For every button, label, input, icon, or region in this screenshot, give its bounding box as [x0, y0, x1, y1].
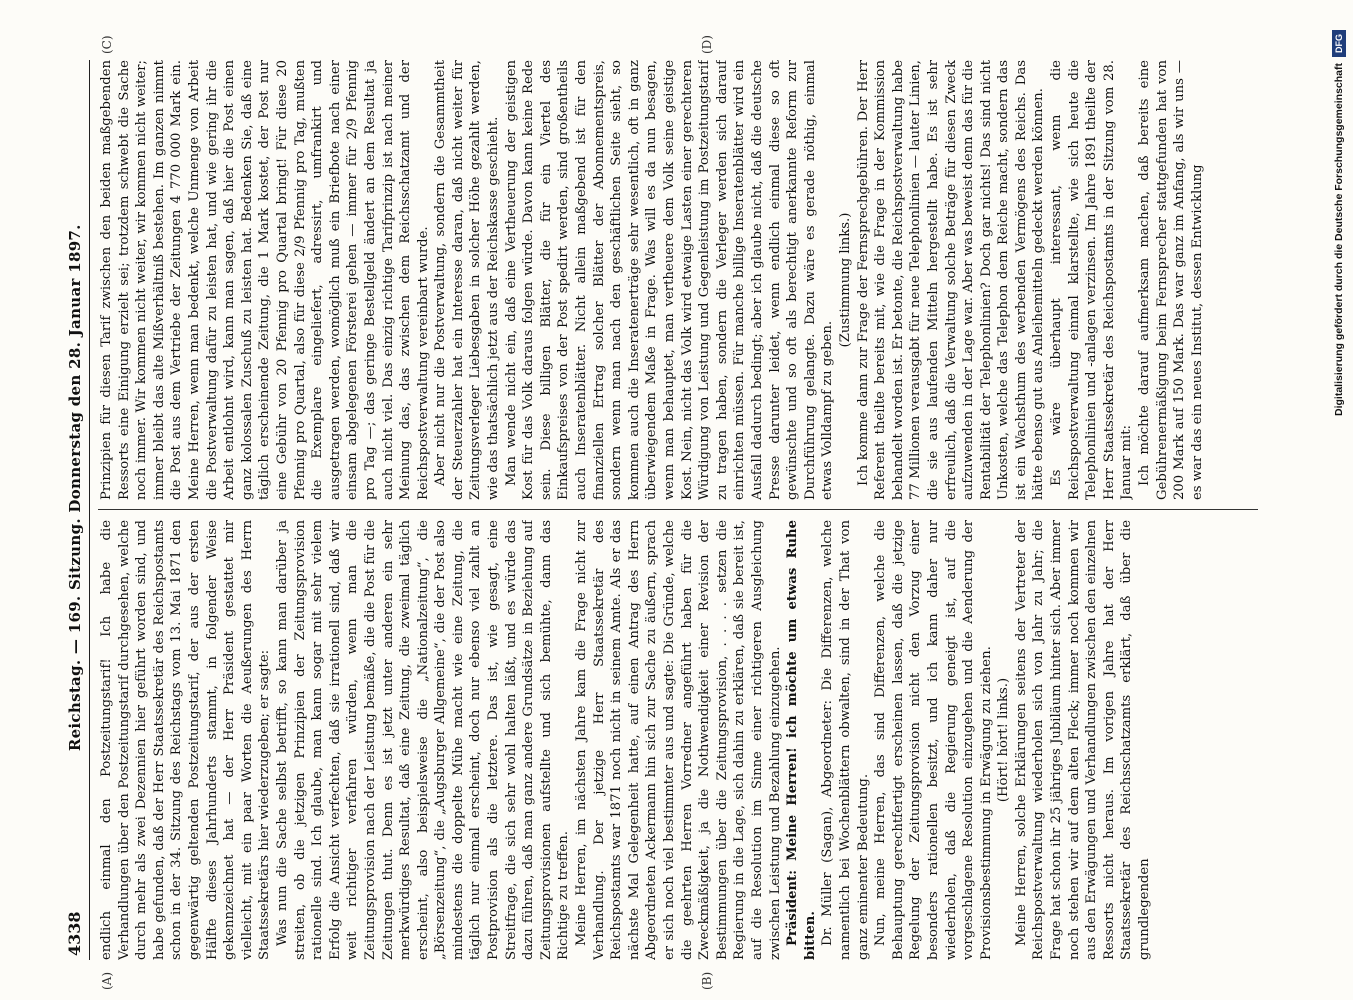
paragraph: Es wäre überhaupt interessant, wenn die Reichspostverwaltung einmal klarstellte, wie sich heute die Telephonlinien und -anlagen verzinsen. Im Jahre 1891 theilte der Herr Staatssekretär des Reichspostamts in der Sitzung vom 28. Januar mit: [1049, 60, 1135, 500]
paragraph: Prinzipien für diesen Tarif zwischen den beiden maßgebenden Ressorts eine Einigung erzielt sei; trotzdem schwebt die Sache noch immer. Wir kommen nicht weiter, wir kommen nicht weiter; immer bleibt das alte Mißverhältniß bestehen. Im ganzen nimmt die Post aus dem Vertriebe der Zeitungen 4 770 000 Mark ein. Meine Herren, wenn man bedenkt, welche Unmenge von Arbeit die Postverwaltung dafür zu leisten hat, und wie gering ihr die Arbeit entlohnt wird, kann man sagen, daß hier die Post einen ganz kolossalen Zuschuß zu leisten hat. Bedenken Sie, daß eine täglich erscheinende Zeitung, die 1 Mark kostet, der Post nur eine Gebühr von 20 Pfennig pro Quartal bringt! Für diese 20 Pfennig pro Quartal, also für diese 2/9 Pfennig pro Tag, mußten die Exemplare eingeliefert, adressirt, umfrankirt und ausgetragen werden, womöglich muß ein Briefbote nach einer einsam abgelegenen Försterei gehen — immer für 2/9 Pfennig pro Tag —; das geringe Bestellgeld ändert an dem Resultat ja auch nicht viel. Das einzig richtige Tarifprinzip ist nach meiner Meinung das, das zwischen dem Reichsschatzamt und der Reichspostverwaltung vereinbart wurde. [99, 60, 431, 500]
paragraph: Nun, meine Herren, das sind Differenzen, welche die Behauptung gerechtfertigt erscheinen lassen, daß die jetzige Regelung der Zeitungsprovision nicht den Vorzug einer besonders rationellen besitzt, und ich kann daher nur wiederholen, daß die Regierung geneigt ist, auf die vorgeschlagene Resolution einzugehen und die Aenderung der Provisionsbestimmung in Erwägung zu ziehen. [873, 520, 994, 960]
margin-mark-d: (D) [700, 35, 714, 54]
paragraph: Man wende nicht ein, daß eine Vertheuerung der geistigen Kost für das Volk daraus folgen würde. Davon kann keine Rede sein. Diese billigen Blätter, die für ein Viertel des Einkaufspreises von der Post spedirt werden, sind großentheils auch Inseratenblätter. Nicht allein maßgebend ist für den finanziellen Ertrag solcher Blätter der Abonnementspreis, sondern wenn man nach den geschäftlichen Seite sieht, so kommen auch die Inseratenerträge sehr wesentlich, oft in ganz überwiegendem Maße in Frage. Was will es da nun besagen, wenn man behauptet, man vertheuere dem Volk seine geistige Kost. Nein, nicht das Volk wird etwaige Lasten einer gerechteren Würdigung von Leistung und Gegenleistung im Postzeitungstarif zu tragen haben, sondern die Verleger werden sich darauf einrichten müssen. Für manche billige Inseratenblätter wird ein Ausfall dadurch bedingt; aber ich glaube nicht, daß die deutsche Presse darunter leidet, wenn endlich einmal diese so oft gewünschte und so oft als berechtigt anerkannte Reform zur Durchführung gelangte. Dazu wäre es gerade nöthig, einmal etwas Volldampf zu geben. [503, 60, 836, 500]
margin-mark-c: (C) [100, 35, 114, 54]
paragraph: Ich komme dann zur Frage der Fernsprechgebühren. Der Herr Referent theilte bereits mit, wie die Frage in der Kommission behandelt worden ist. Er betonte, die Reichspostverwaltung habe 77 Millionen verausgabt für neue Telephonlinien — lauter Linien, die sie aus laufenden Mitteln hergestellt habe. Es ist sehr erfreulich, daß die Verwaltung solche Beträge für diesen Zweck aufzuwenden in der Lage war. Aber was beweist denn das für die Rentabilität der Telephonlinien? Doch gar nichts! Das sind nicht Unkosten, welche das Telephon dem Reiche macht, sondern das ist ein Wachsthum des werbenden Vermögens des Reichs. Das hätte ebenso gut aus Anleihemitteln gedeckt werden können. [855, 60, 1047, 500]
quotation-paragraph: Was nun die Sache selbst betrifft, so kann man darüber ja streiten, ob die jetzigen Prinzipien der Zeitungsprovision rationelle sind. Ich glaube, man kann sogar mit sehr vielem Erfolg die Ansicht verfechten, daß sie irrationell sind, daß wir weit richtiger verfahren würden, wenn man die Zeitungsprovision nach der Leistung bemäße, die die Post für die Zeitungen thut. Denn es ist jetzt unter anderen ein sehr merkwürdiges Resultat, daß eine Zeitung, die zweimal täglich erscheint, also beispielsweise die „Nationalzeitung“, die „Börsenzeitung“, die „Augsburger Allgemeine“, die der Post also mindestens die doppelte Mühe macht wie eine Zeitung, die täglich nur einmal erscheint, doch nur ebenso viel zahlt an Postprovision als die letztere. Das ist, wie gesagt, eine Streitfrage, die sich sehr wohl halten läßt, und es würde das dazu führen, daß man ganz andere Grundsätze in Beziehung auf Zeitungsprovisionen aufstellte und sich bemühte, dann das Richtige zu treffen. [274, 520, 572, 960]
left-column [98, 520, 1258, 960]
page-title: Reichstag. — 169. Sitzung. Donnerstag den 28. Januar 1897. [65, 224, 84, 752]
dfg-logo: DFG [1332, 30, 1346, 57]
interjection: (Hört! hört! links.) [996, 677, 1012, 803]
rotated-page-content [60, 35, 1300, 990]
margin-mark-b: (B) [700, 971, 714, 990]
paragraph: Meine Herren, im nächsten Jahre kam die Frage nicht zur Verhandlung. Der jetzige Herr Staatssekretär des Reichspostamts war 1871 noch nicht in seinem Amte. Als er das nächste Mal Gelegenheit hatte, auf einen Antrag des Herrn Abgeordneten Ackermann hin sich zur Sache zu äußern, sprach er sich noch viel bestimmter aus und sagte: Die Gründe, welche die geehrten Herren Vorredner angeführt haben für die Zweckmäßigkeit, ja die Nothwendigkeit einer Revision der Bestimmungen über die Zeitungsprovision, . . . . setzen die Regierung in die Lage, sich dahin zu erklären, daß sie bereit ist, auf die Resolution im Sinne einer richtigeren Ausgleichung zwischen Leistung und Bezahlung einzugehen. [574, 520, 783, 960]
president-remark: Präsident: Meine Herren! ich möchte um etwas Ruhe bitten. [785, 520, 818, 960]
paragraph: endlich einmal den Postzeitungstarif! Ich habe die Verhandlungen über den Postzeitungstarif durchgesehen, welche durch mehr als zwei Dezennien hier geführt worden sind, und habe gefunden, daß der Herr Staatssekretär des Reichspostamts schon in der 34. Sitzung des Reichstags vom 13. Mai 1871 den gegenwärtig geltenden Postzeitungstarif, der aus der ersten Hälfte dieses Jahrhunderts stammt, in folgender Weise gekennzeichnet hat — der Herr Präsident gestattet mir vielleicht, mit ein paar Worten die Aeußerungen des Herrn Staatssekretärs hier wiederzugeben; er sagte: [99, 520, 273, 960]
right-column [98, 60, 1258, 500]
credit-text: Digitalisierung gefördert durch die Deutsche Forschungsgemeinschaft [1333, 63, 1345, 416]
paragraph: Meine Herren, solche Erklärungen seitens der Vertreter der Reichspostverwaltung wiederholen sich von Jahr zu Jahr; die Frage hat schon ihr 25 jähriges Jubiläum hinter sich. Aber immer noch stehen wir auf dem alten Fleck; immer noch kommen wir aus den Erwägungen und Verhandlungen zwischen den einzelnen Ressorts nicht heraus. Im vorigen Jahre hat der Herr Staatssekretär des Reichsschatzamts erklärt, daß über die grundlegenden [1013, 520, 1153, 960]
digitization-credit [1328, 30, 1350, 970]
column-divider [98, 509, 1258, 510]
running-header [60, 60, 90, 960]
quotation-paragraph: Ich möchte darauf aufmerksam machen, daß bereits eine Gebührenermäßigung beim Fernsprecher stattgefunden hat von 200 Mark auf 150 Mark. Das war ganz im Anfang, als wir uns — es war das ein neues Institut, dessen Entwicklung [1137, 60, 1205, 500]
paragraph: Aber nicht nur die Postverwaltung, sondern die Gesammtheit der Steuerzahler hat ein Interesse daran, daß nicht weiter für Zeitungsverleger Liebesgaben in solcher Höhe gezahlt werden, wie das thatsächlich jetzt aus der Reichskasse geschieht. [433, 60, 502, 500]
interjection: (Zustimmung links.) [837, 212, 853, 348]
page-number: 4338 [65, 911, 84, 956]
speaker-intro: Dr. Müller (Sagan), Abgeordneter: Die Differenzen, welche namentlich bei Wochenblättern obwalten, sind in der That von ganz eminenter Bedeutung. [820, 520, 871, 960]
margin-mark-a: (A) [100, 971, 114, 990]
